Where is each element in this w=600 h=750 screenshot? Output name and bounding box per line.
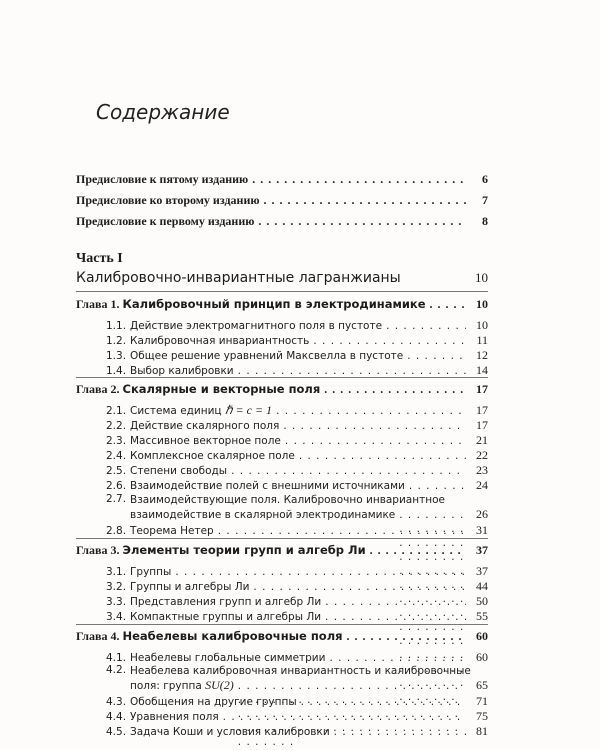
toc-entry-section[interactable]: 2.6. Взаимодействие полей с внешними источниками . . . 24 (106, 478, 488, 493)
toc-entry-section[interactable]: 2.4. Комплексное скалярное поле . . . 22 (106, 448, 488, 463)
toc-entry-section[interactable]: 1.4. Выбор калибровки . . . 14 (106, 363, 488, 378)
toc-entry-section[interactable]: 1.1. Действие электромагнитного поля в пустоте . . . 10 (106, 318, 488, 333)
toc-entry-section[interactable]: 2.1. Система единиц ℏ = c = 1 . . . 17 (106, 403, 488, 418)
divider (76, 538, 488, 539)
toc-entry-chapter[interactable]: Глава 2. Скалярные и векторные поля . . . 17 (76, 382, 488, 397)
page-title: Содержание (96, 100, 230, 124)
toc-entry-section[interactable]: 4.2. Неабелева калибровочная инвариантность и калибровочные поля: группа SU(2) . . . 65 (106, 664, 488, 749)
toc-entry-chapter[interactable]: Глава 1. Калибровочный принцип в электродинамике . . . 10 (76, 297, 488, 312)
toc-entry-section[interactable]: 2.8. Теорема Нетер . . . 31 (106, 523, 488, 538)
toc-entry-chapter[interactable]: Глава 4. Неабелевы калибровочные поля . . . 60 (76, 629, 488, 644)
toc-entry-section[interactable]: 4.5. Задача Коши и условия калибровки . . . 81 (106, 724, 488, 739)
toc-entry-preface[interactable]: Предисловие к первому изданию . . . 8 (76, 214, 488, 229)
toc-entry-chapter[interactable]: Глава 3. Элементы теории групп и алгебр Ли . . . 37 (76, 543, 488, 558)
divider (76, 377, 488, 378)
toc-entry-section[interactable]: 3.1. Группы . . . 37 (106, 564, 488, 579)
toc-entry-section[interactable]: 3.4. Компактные группы и алгебры Ли . . . 55 (106, 609, 488, 624)
part-label: Часть I (76, 251, 123, 266)
toc-entry-section[interactable]: 2.3. Массивное векторное поле . . . 21 (106, 433, 488, 448)
toc-entry-preface[interactable]: Предисловие ко второму изданию . . . 7 (76, 193, 488, 208)
toc-entry-section[interactable]: 1.3. Общее решение уравнений Максвелла в пустоте . . . 12 (106, 348, 488, 363)
toc-entry-section[interactable]: 4.3. Обобщения на другие группы . . . 71 (106, 694, 488, 709)
formula: ℏ = c = 1 (224, 403, 273, 417)
toc-entry-section[interactable]: 3.2. Группы и алгебры Ли . . . 44 (106, 579, 488, 594)
toc-entry-section[interactable]: 4.1. Неабелевы глобальные симметрии . . . 60 (106, 650, 488, 665)
toc-entry-section[interactable]: 4.4. Уравнения поля . . . 75 (106, 709, 488, 724)
divider (76, 291, 488, 292)
toc-entry-section[interactable]: 3.3. Представления групп и алгебр Ли . . . 50 (106, 594, 488, 609)
toc-entry-preface[interactable]: Предисловие к пятому изданию . . . 6 (76, 172, 488, 187)
toc-entry-section[interactable]: 2.5. Степени свободы . . . 23 (106, 463, 488, 478)
divider (76, 624, 488, 625)
toc-entry-section[interactable]: 1.2. Калибровочная инвариантность . . . 11 (106, 333, 488, 348)
toc-entry-part[interactable]: Калибровочно-инвариантные лагранжианы 10 (76, 270, 488, 286)
formula: SU(2) (205, 678, 234, 692)
toc-entry-section[interactable]: 2.7. Взаимодействующие поля. Калибровочно инвариантное взаимодействие в скалярной электродинамике . . . 26 (106, 493, 488, 704)
toc-entry-section[interactable]: 2.2. Действие скалярного поля . . . 17 (106, 418, 488, 433)
